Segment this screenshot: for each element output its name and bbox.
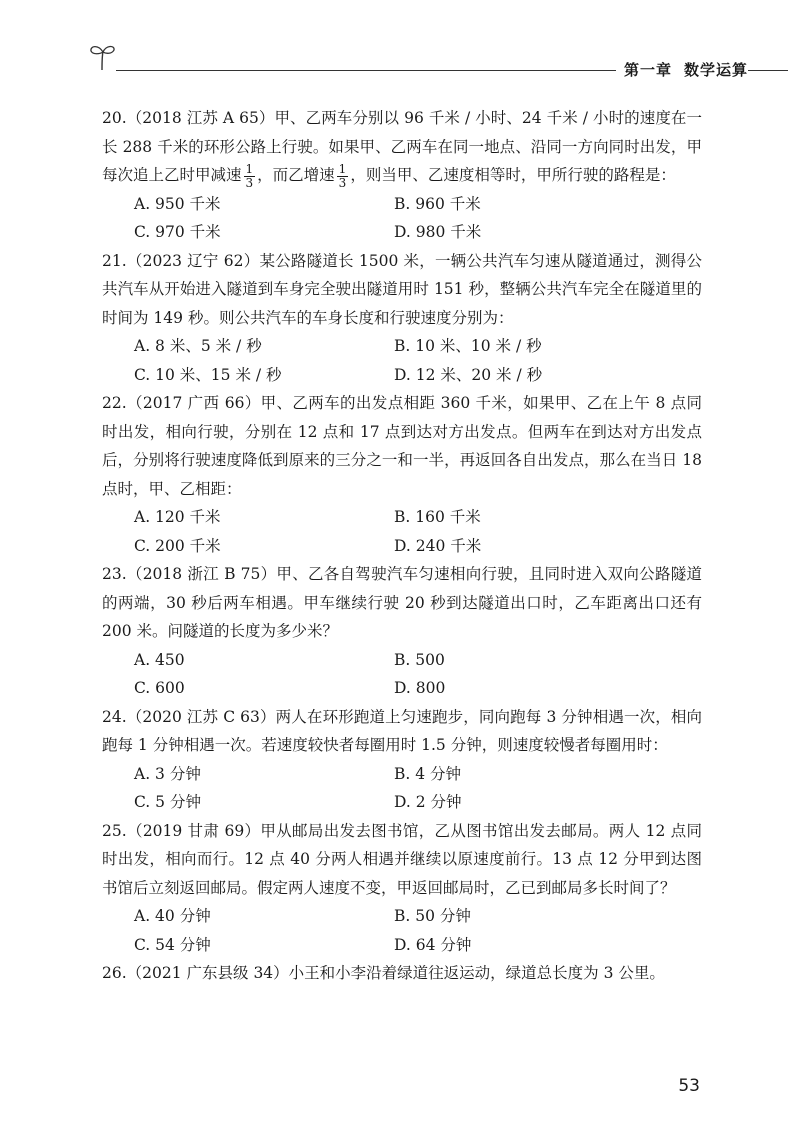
- fraction-numerator: 1: [245, 161, 254, 176]
- options: [102, 902, 702, 959]
- question-text: 22.（2017 广西 66）甲、乙两车的出发点相距 360 千米，如果甲、乙在上午 8 点同时出发，相向行驶，分别在 12 点和 17 点到达对方出发点。但两车在到达对方出发点后，分别将行驶速度降低到原来的三分之一和一半，再返回各自出发点，那么在当日 18 点时，甲、乙相距：: [102, 394, 702, 498]
- option-c[interactable]: C. 10 米、15 米 / 秒: [134, 365, 282, 384]
- option-a[interactable]: A. 450: [134, 650, 185, 669]
- option-b[interactable]: B. 4 分钟: [394, 764, 462, 783]
- option-b[interactable]: B. 960 千米: [394, 194, 481, 213]
- options: [102, 190, 702, 247]
- question-text-part: ，则当甲、乙速度相等时，甲所行驶的路程是：: [350, 166, 676, 184]
- question-text: 24.（2020 江苏 C 63）两人在环形跑道上匀速跑步，同向跑每 3 分钟相遇一次，相向跑每 1 分钟相遇一次。若速度较快者每圈用时 1.5 分钟，则速度较慢者每圈用时：: [102, 707, 702, 754]
- question-text: 25.（2019 甘肃 69）甲从邮局出发去图书馆，乙从图书馆出发去邮局。两人 12 点同时出发，相向而行。12 点 40 分两人相遇并继续以原速度前行。13 点 12 分甲到达图书馆后立刻返回邮局。假定两人速度不变，甲返回邮局时，乙已到邮局多长时间了？: [102, 821, 702, 897]
- option-b[interactable]: B. 10 米、10 米 / 秒: [394, 337, 542, 355]
- section-label: 数学运算: [684, 61, 749, 79]
- question-text: 26.（2021 广东县级 34）小王和小李沿着绿道往返运动，绿道总长度为 3 公里。: [102, 964, 665, 982]
- option-c[interactable]: C. 200 千米: [134, 536, 221, 555]
- question-text-part: 20.（2018 江苏 A 65）甲、乙两车分别以 96 千米 / 小时、24 千米 / 小时的速度在一长 288 千米的环形公路上行驶。如果甲、乙两车在同一地点、沿同一方向同时出发，甲每次追上乙时甲减速: [102, 109, 702, 184]
- option-d[interactable]: D. 64 分钟: [394, 935, 472, 954]
- question-text: 23.（2018 浙江 B 75）甲、乙各自驾驶汽车匀速相向行驶，且同时进入双向公路隧道的两端，30 秒后两车相遇。甲车继续行驶 20 秒到达隧道出口时，乙车距离出口还有 200 米。问隧道的长度为多少米？: [102, 565, 702, 640]
- option-a[interactable]: A. 40 分钟: [134, 907, 211, 925]
- question-text-part: ，而乙增速: [257, 166, 335, 184]
- option-b[interactable]: B. 50 分钟: [394, 907, 471, 925]
- question-23: [102, 560, 702, 703]
- question-24: [102, 703, 702, 817]
- option-d[interactable]: D. 2 分钟: [394, 793, 462, 811]
- option-b[interactable]: B. 160 千米: [394, 508, 481, 526]
- option-d[interactable]: D. 800: [394, 679, 446, 697]
- chapter-title: [624, 59, 748, 80]
- question-text: [102, 104, 702, 190]
- header-rule-left: [116, 70, 616, 71]
- question-21: [102, 247, 702, 390]
- option-a[interactable]: A. 950 千米: [134, 194, 221, 213]
- question-20: [102, 104, 702, 247]
- fraction-denominator: 3: [245, 175, 254, 190]
- question-26: [102, 959, 702, 988]
- options: [102, 503, 702, 560]
- option-a[interactable]: A. 120 千米: [134, 508, 221, 526]
- fraction: [244, 163, 256, 190]
- options: [102, 646, 702, 703]
- option-c[interactable]: C. 54 分钟: [134, 935, 211, 954]
- option-d[interactable]: D. 240 千米: [394, 536, 482, 555]
- header-rule-right: [748, 70, 788, 71]
- option-d[interactable]: D. 980 千米: [394, 223, 482, 241]
- fraction: [337, 163, 349, 190]
- option-d[interactable]: D. 12 米、20 米 / 秒: [394, 365, 543, 384]
- question-list: [102, 104, 702, 988]
- option-b[interactable]: B. 500: [394, 650, 445, 669]
- page-header: [88, 40, 748, 80]
- page-number: 53: [678, 1076, 700, 1096]
- question-22: [102, 389, 702, 560]
- question-25: [102, 817, 702, 960]
- option-a[interactable]: A. 3 分钟: [134, 764, 201, 783]
- fraction-denominator: 3: [338, 175, 347, 190]
- chapter-label: 第一章: [624, 61, 673, 79]
- options: [102, 332, 702, 389]
- option-c[interactable]: C. 970 千米: [134, 223, 221, 241]
- sprout-icon: [88, 40, 118, 72]
- option-c[interactable]: C. 5 分钟: [134, 793, 201, 811]
- option-a[interactable]: A. 8 米、5 米 / 秒: [134, 337, 262, 355]
- option-c[interactable]: C. 600: [134, 679, 185, 697]
- options: [102, 760, 702, 817]
- question-text: 21.（2023 辽宁 62）某公路隧道长 1500 米，一辆公共汽车匀速从隧道通过，测得公共汽车从开始进入隧道到车身完全驶出隧道用时 151 秒，整辆公共汽车完全在隧道里的时间为 149 秒。则公共汽车的车身长度和行驶速度分别为：: [102, 251, 702, 327]
- fraction-numerator: 1: [338, 161, 347, 176]
